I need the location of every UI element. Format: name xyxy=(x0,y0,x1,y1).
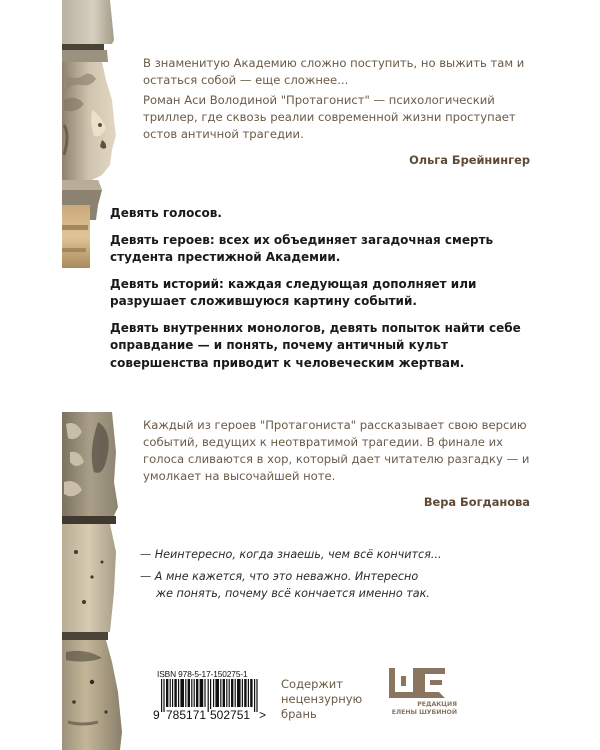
publisher-name-line-2: ЕЛЕНЫ ШУБИНОЙ xyxy=(391,709,457,716)
review-blurb-2 xyxy=(143,417,533,485)
content-warning-line-2: нецензурную xyxy=(281,692,363,706)
isbn-digit-group-1: 785171 xyxy=(166,708,207,722)
dialogue-line-2-text: — А мне кажется, что это неважно. Интересно xyxy=(140,569,419,583)
isbn-barcode xyxy=(153,669,267,722)
dialogue-line-2-continuation: же понять, почему всё кончается именно так. xyxy=(156,587,430,600)
review-blurb-1-paragraph-1: В знаменитую Академию сложно поступить, но выжить там и остаться собой — еще сложнее... xyxy=(143,56,525,87)
review-blurb-1-paragraph-2: Роман Аси Володиной "Протагонист" — психологический триллер, где сквозь реалии современной жизни проступает остов античной трагедии. xyxy=(143,93,516,141)
dialogue-line-2 xyxy=(140,568,560,603)
isbn-label: ISBN 978-5-17-150275-1 xyxy=(157,669,248,679)
publisher-logo-icon xyxy=(389,668,445,698)
review-blurb-1 xyxy=(143,55,533,143)
review-author-1: Ольга Брейнингер xyxy=(409,153,530,167)
dialogue-line-1 xyxy=(140,546,560,564)
description-line-4: Девять внутренних монологов, девять попыток найти себе оправдание — и понять, почему античный культ совершенства приводит к человеческим жертвам. xyxy=(110,320,521,370)
content-warning-line-3: брань xyxy=(281,707,317,721)
content-warning xyxy=(281,677,381,722)
description-line-1: Девять голосов. xyxy=(110,206,222,220)
description-line-3: Девять историй: каждая следующая дополняет или разрушает сложившуюся картину событий. xyxy=(110,276,477,308)
isbn-digit-first: 9 xyxy=(153,708,160,722)
publisher-logo xyxy=(383,668,457,722)
isbn-digit-group-2: 502751 xyxy=(210,708,251,722)
stone-column-image xyxy=(62,412,128,750)
content-warning-line-1: Содержит xyxy=(281,677,343,691)
description-line-2: Девять героев: всех их объединяет загадочная смерть студента престижной Академии. xyxy=(110,232,494,264)
dialogue-quote xyxy=(140,546,560,607)
review-author-2: Вера Богданова xyxy=(423,495,530,509)
book-description xyxy=(110,205,530,381)
dialogue-line-1-text: — Неинтересно, когда знаешь, чем всё кончится... xyxy=(140,548,442,561)
review-blurb-2-paragraph-1: Каждый из героев "Протагониста" рассказывает свою версию событий, ведущих к неотвратимой трагедии. В финале их голоса сливаются в хор, который дает читателю разгадку — и умолкает на высочайшей ноте. xyxy=(143,418,530,483)
isbn-digit-arrow: > xyxy=(259,708,267,722)
publisher-name-line-1: РЕДАКЦИЯ xyxy=(417,701,457,708)
